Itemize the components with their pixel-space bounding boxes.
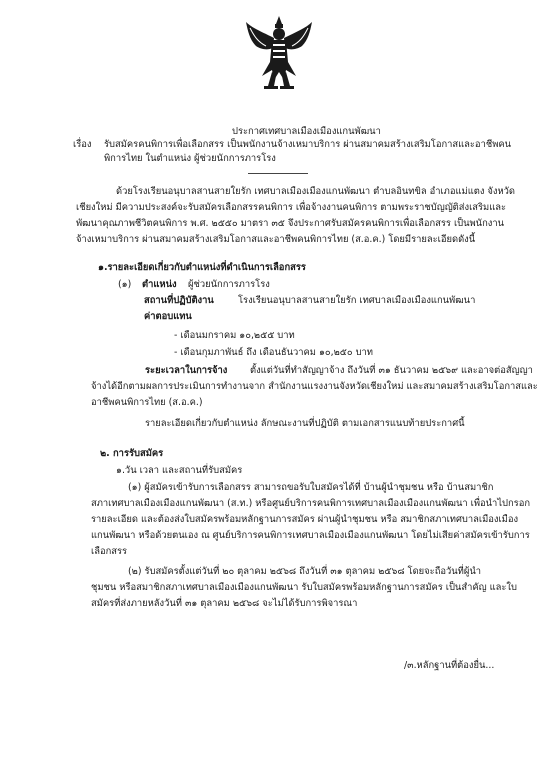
garuda-emblem-icon <box>244 14 314 94</box>
position-label: ตำแหน่ง <box>142 279 177 290</box>
section1-heading: ๑.รายละเอียดเกี่ยวกับตำแหน่งที่ดำเนินการเลือกสรร <box>98 262 306 273</box>
item2-line-3: สมัครที่ส่งภายหลังวันที่ ๓๑ ตุลาคม ๒๕๖๘ จะไม่ได้รับการพิจารณา <box>91 598 358 609</box>
agency-title: ประกาศเทศบาลเมืองเมืองแกนพัฒนา <box>232 126 381 137</box>
position-value: ผู้ช่วยนักการภารโรง <box>188 279 270 290</box>
subject-line-2: พิการไทย ในตำแหน่ง ผู้ช่วยนักการภารโรง <box>104 153 276 164</box>
subject-label: เรื่อง <box>73 139 92 150</box>
pay-label: ค่าตอบแทน <box>144 311 192 322</box>
item1-line-5: เลือกสรร <box>91 546 128 557</box>
subject-line-1: รับสมัครคนพิการเพื่อเลือกสรร เป็นพนักงานจ้างเหมาบริการ ผ่านสมาคมสร้างเสริมโอกาสและอาชีพคน <box>104 139 512 150</box>
intro-line-2: เชียงใหม่ มีความประสงค์จะรับสมัครเลือกสรรคนพิการ เพื่อจ้างงานคนพิการ ตามพระราชบัญญัติส่งเสริมและ <box>76 202 507 213</box>
item2-line-1: (๒) รับสมัครตั้งแต่วันที่ ๒๐ ตุลาคม ๒๕๖๘ ถึงวันที่ ๓๑ ตุลาคม ๒๕๖๘ โดยจะถือวันที่ผู้นำ <box>128 566 482 577</box>
item1-line-4: แกนพัฒนา หรือด้วยตนเอง ณ ศูนย์บริการคนพิการเทศบาลเมืองเมืองแกนพัฒนา โดยไม่เสียค่าสมัครเข้ารับการ <box>91 530 530 541</box>
period-line-2: จ้างได้อีกตามผลการประเมินการทำงานจาก สำนักงานแรงงานจังหวัดเชียงใหม่ และสมาคมสร้างเสริมโอกาสและ <box>91 381 538 392</box>
title-divider <box>248 173 308 174</box>
period-label: ระยะเวลาในการจ้าง <box>145 365 228 376</box>
section2-heading: ๒. การรับสมัคร <box>100 448 164 459</box>
workplace-label: สถานที่ปฏิบัติงาน <box>144 295 214 306</box>
item1-line-3: รายละเอียด และต้องส่งใบสมัครพร้อมหลักฐานการสมัคร ผ่านผู้นำชุมชน หรือ สมาชิกสภาเทศบาลเมืองเมือง <box>91 514 519 525</box>
workplace-value: โรงเรียนอนุบาลสานสายใยรัก เทศบาลเมืองเมืองแกนพัฒนา <box>238 295 476 306</box>
intro-line-3: พัฒนาคุณภาพชีวิตคนพิการ พ.ศ. ๒๕๕๐ มาตรา ๓๕ จึงประกาศรับสมัครคนพิการเพื่อเลือกสรร เป็นพนักงาน <box>76 218 505 229</box>
position-number: (๑) <box>118 279 132 290</box>
pay-line-2: - เดือนกุมภาพันธ์ ถึง เดือนธันวาคม ๑๐,๒๕๐ บาท <box>174 347 373 358</box>
pay-line-1: - เดือนมกราคม ๑๐,๒๕๕ บาท <box>174 330 295 341</box>
period-line-3: อาชีพคนพิการไทย (ส.อ.ค.) <box>91 397 203 408</box>
section2-subheading: ๑.วัน เวลา และสถานที่รับสมัคร <box>116 465 243 476</box>
period-line-1: ตั้งแต่วันที่ทำสัญญาจ้าง ถึงวันที่ ๓๑ ธันวาคม ๒๕๖๙ และอาจต่อสัญญา <box>250 365 533 376</box>
intro-line-4: จ้างเหมาบริการ ผ่านสมาคมสร้างเสริมโอกาสและอาชีพคนพิการไทย (ส.อ.ค.) โดยมีรายละเอียดดังนี้ <box>76 234 476 245</box>
continuation-note: /๓.หลักฐานที่ต้องยื่น... <box>404 660 495 671</box>
item1-line-1: (๑) ผู้สมัครเข้ารับการเลือกสรร สามารถขอรับใบสมัครได้ที่ บ้านผู้นำชุมชน หรือ บ้านสมาชิก <box>128 482 494 493</box>
item2-line-2: ชุมชน หรือสมาชิกสภาเทศบาลเมืองเมืองแกนพัฒนา รับใบสมัครพร้อมหลักฐานการสมัคร เป็นสำคัญ และใบ <box>91 582 517 593</box>
item1-line-2: สภาเทศบาลเมืองเมืองแกนพัฒนา (ส.ท.) หรือศูนย์บริการคนพิการเทศบาลเมืองเมืองแกนพัฒนา เพื่อนำไปกรอก <box>91 498 531 509</box>
intro-line-1: ด้วยโรงเรียนอนุบาลสานสายใยรัก เทศบาลเมืองเมืองแกนพัฒนา ตำบลอินทขิล อำเภอแม่แตง จังหวัด <box>116 186 516 197</box>
details-note: รายละเอียดเกี่ยวกับตำแหน่ง ลักษณะงานที่ปฏิบัติ ตามเอกสารแนบท้ายประกาศนี้ <box>145 418 465 429</box>
